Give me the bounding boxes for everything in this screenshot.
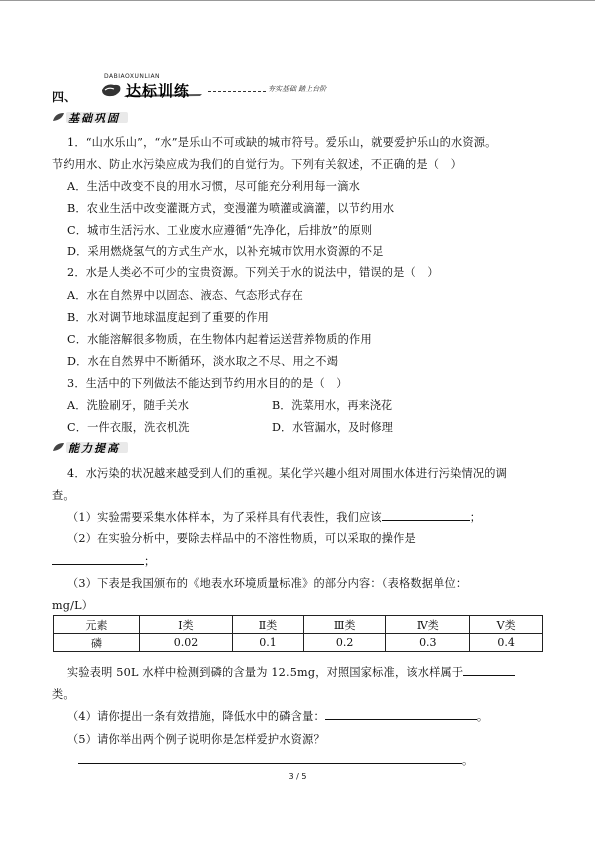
q4-line1: 4．水污染的状况越来越受到人们的重视。某化学兴趣小组对周围水体进行污染情况的调 [67,467,508,480]
q4-part4-text: （4）请你提出一条有效措施，降低水中的磷含量： [67,710,325,723]
q4-part5-answer [78,752,473,768]
answer-blank-1[interactable] [382,510,470,521]
q1-option-c: C．城市生活污水、工业废水应遵循“先净化，后排放”的原则 [67,224,373,237]
leaf-icon [52,111,66,123]
q4-part2-end: ； [144,555,156,568]
table-header: Ⅱ类 [232,616,303,634]
q1-line1: 1．“山水乐山”，“水”是乐山不可或缺的城市符号。爱乐山，就要爱护乐山的水资源。 [67,136,497,149]
q4-result-text: 实验表明 50L 水样中检测到磷的含量为 12.5mg，对照国家标准，该水样属于 [67,666,464,679]
q1-option-d: D．采用燃烧氢气的方式生产水，以补充城市饮用水资源的不足 [67,245,384,258]
q4-part1-text: （1）实验需要采集水体样本，为了采样具有代表性，我们应该 [67,511,382,524]
q4-result [67,664,515,680]
table-header: Ⅲ类 [303,616,385,634]
q1-option-b: B．农业生活中改变灌溉方式，变漫灌为喷灌或滴灌，以节约用水 [67,202,395,215]
q4-part1 [67,509,481,525]
banner-divider [208,91,266,92]
q2-option-c: C．水能溶解很多物质，在生物体内起着运送营养物质的作用 [67,333,372,346]
leaf-icon [52,441,66,453]
q4-part1-end: ； [469,511,482,524]
table-header: Ⅰ类 [140,616,233,634]
table-cell: 0.02 [140,634,233,652]
q4-part5: （5）请你举出两个例子说明你是怎样爱护水资源？ [67,733,325,746]
q4-part4-end: 。 [476,710,489,723]
q2-option-a: A．水在自然界中以固态、液态、气态形式存在 [67,289,304,302]
banner-subtitle: 夯实基础 踏上台阶 [268,85,327,93]
table-header: 元素 [54,616,140,634]
tag-label: 基础巩固 [68,112,120,125]
table-cell: 磷 [54,634,140,652]
page-top-border [0,0,595,1]
table-cell: 0.1 [232,634,303,652]
q1-option-a: A．生活中改变不良的用水习惯，尽可能充分利用每一滴水 [67,180,360,193]
tag-ability [52,440,142,454]
answer-blank-3[interactable] [463,665,515,676]
q2-stem: 2．水是人类必不可少的宝贵资源。下列关于水的说法中，错误的是（ ） [67,266,439,279]
q4-part3: （3）下表是我国颁布的《地表水环境质量标准》的部分内容：（表格数据单位： [67,577,468,590]
table-cell: 0.2 [303,634,385,652]
q2-option-d: D．水在自然界中不断循环，淡水取之不尽、用之不竭 [67,355,339,368]
tag-basic [52,110,142,124]
table-header: Ⅳ类 [386,616,470,634]
page-number: 3 / 5 [288,772,307,781]
table-cell: 0.4 [470,634,543,652]
q4-line2: 查。 [52,489,75,502]
q4-part3-unit: mg/L） [52,599,94,612]
q4-part5-end: 。 [462,754,474,767]
answer-blank-5[interactable] [78,753,462,764]
table-header-row [54,616,543,634]
q3-option-a: A．洗脸刷牙，随手关水 [67,399,190,412]
tag-label: 能力提高 [68,442,120,455]
table-cell: 0.3 [386,634,470,652]
table-row [54,634,543,652]
section-number: 四、 [52,90,77,104]
q3-option-d: D．水管漏水，及时修理 [272,421,393,434]
table-header: Ⅴ类 [470,616,543,634]
answer-blank-2[interactable] [52,554,144,565]
q3-option-b: B．洗菜用水，再来浇花 [272,399,393,412]
q4-part2-answer [52,553,155,569]
q1-line2: 节约用水、防止水污染应成为我们的自觉行为。下列有关叙述，不正确的是（ ） [52,158,462,171]
q3-stem: 3．生活中的下列做法不能达到节约用水目的的是（ ） [67,377,348,390]
q2-option-b: B．水对调节地球温度起到了重要的作用 [67,311,270,324]
q3-option-c: C．一件衣服，洗衣机洗 [67,421,190,434]
water-quality-table [53,615,543,652]
answer-blank-4[interactable] [325,709,477,720]
q4-result-end: 类。 [52,688,75,701]
section-banner [100,73,330,103]
banner-title: 达标训练 [126,82,191,100]
q4-part4 [67,708,488,724]
banner-pinyin: DABIAOXUNLIAN [104,73,161,80]
q4-part2: （2）在实验分析中，要除去样品中的不溶性物质，可以采取的操作是 [67,532,416,545]
